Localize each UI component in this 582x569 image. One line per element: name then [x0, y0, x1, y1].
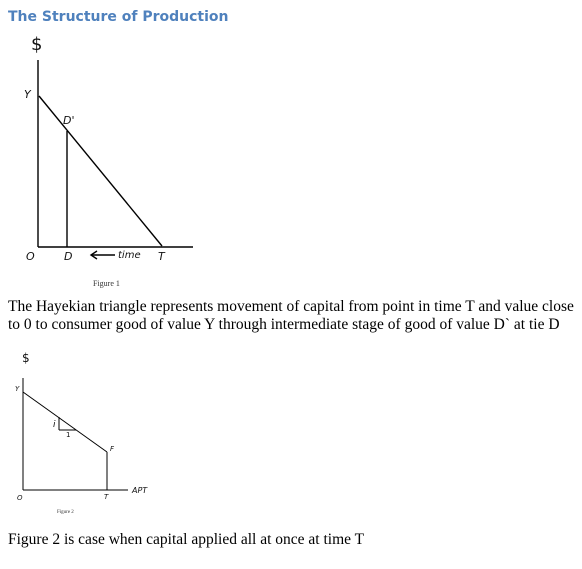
fig2-label-o: O	[17, 494, 23, 502]
fig1-label-y: Y	[24, 88, 31, 101]
fig2-label-i: i	[53, 420, 56, 430]
fig2-dollar-label: $	[22, 351, 30, 365]
fig2-hypotenuse	[23, 392, 107, 452]
fig2-label-1: 1	[66, 431, 71, 439]
fig1-dollar-label: $	[31, 34, 43, 55]
fig1-label-d: D	[64, 250, 73, 263]
fig1-label-time: time	[118, 250, 141, 261]
fig1-caption: Figure 1	[93, 279, 120, 288]
fig1-label-o: O	[26, 250, 35, 263]
fig2-label-f: F	[110, 445, 115, 453]
fig1-label-t: T	[158, 250, 165, 263]
fig2-caption: Figure 2	[57, 510, 74, 515]
fig2-label-y: Y	[15, 385, 20, 393]
paragraph-figure-2: Figure 2 is case when capital applied all at once at time T	[8, 531, 365, 548]
fig1-label-dprime: D'	[63, 114, 75, 127]
paragraph-hayekian-triangle: The Hayekian triangle represents movement of capital from point in time T and value close to 0 to consumer good of value Y through intermediate stage of good of value D` at tie D	[8, 298, 574, 333]
fig1-hypotenuse	[39, 96, 162, 246]
fig2-label-t: T	[104, 493, 109, 501]
fig2-label-apt: APT	[132, 486, 148, 495]
page-heading: The Structure of Production	[8, 9, 229, 25]
